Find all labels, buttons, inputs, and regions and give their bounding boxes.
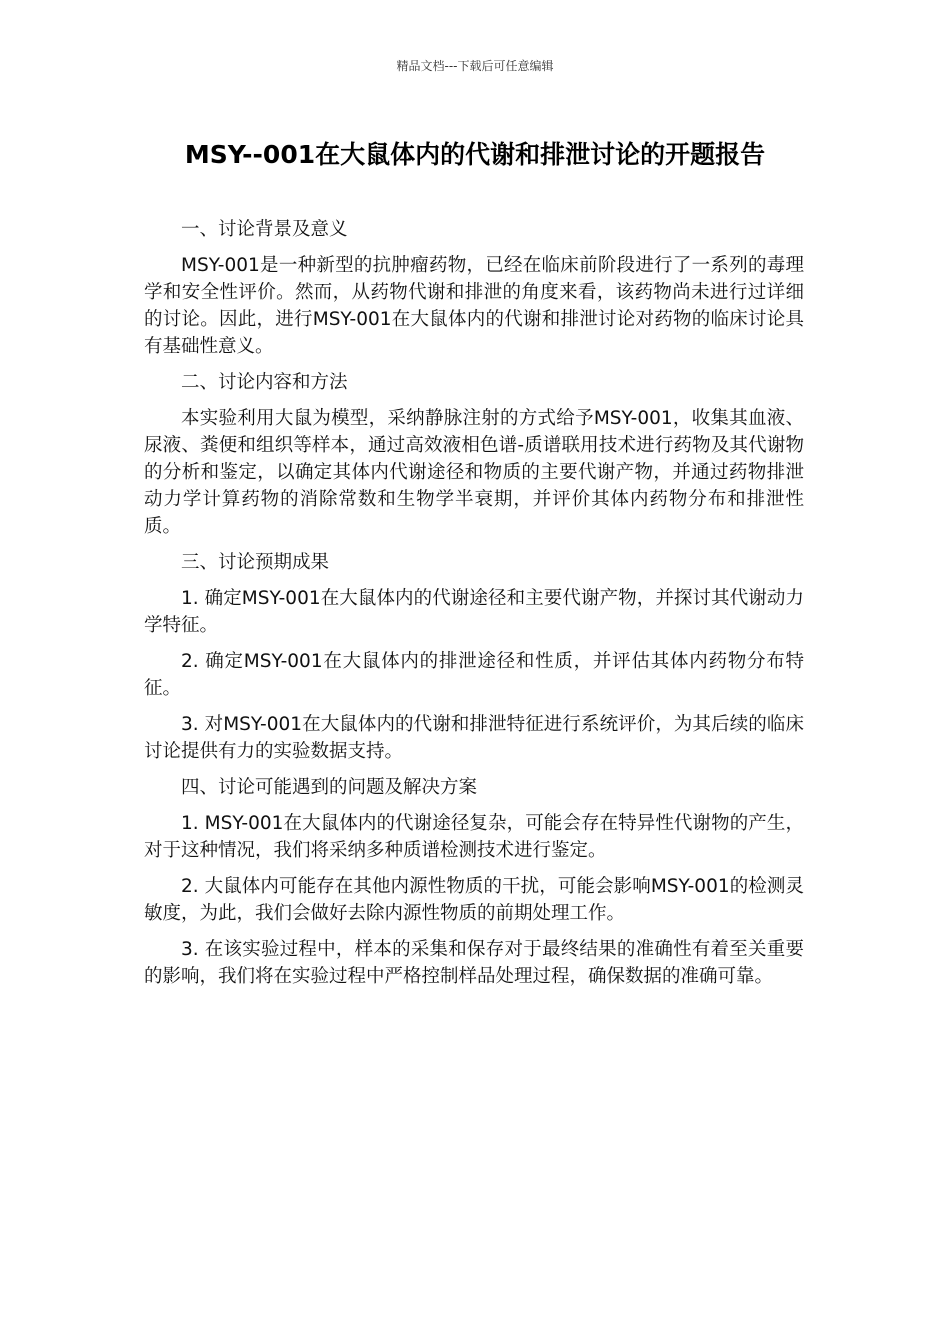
- page-header: 精品文档---下载后可任意编辑: [396, 59, 554, 73]
- expected-result-item-2: 2. 确定MSY-001在大鼠体内的排泄途径和性质，并评估其体内药物分布特征。: [144, 651, 804, 699]
- problem-solution-item-1: 1. MSY-001在大鼠体内的代谢途径复杂，可能会存在特异性代谢物的产生，对于这种情况，我们将采纳多种质谱检测技术进行鉴定。: [144, 813, 804, 861]
- problem-solution-item-2: 2. 大鼠体内可能存在其他内源性物质的干扰，可能会影响MSY-001的检测灵敏度，为此，我们会做好去除内源性物质的前期处理工作。: [144, 876, 804, 924]
- document-title: MSY--001在大鼠体内的代谢和排泄讨论的开题报告: [184, 140, 766, 169]
- section-heading-expected-results: 三、讨论预期成果: [181, 552, 330, 573]
- document-body: [144, 216, 804, 999]
- problem-solution-item-3: 3. 在该实验过程中，样本的采集和保存对于最终结果的准确性有着至关重要的影响，我们将在实验过程中严格控制样品处理过程，确保数据的准确可靠。: [144, 939, 804, 987]
- section-heading-methods: 二、讨论内容和方法: [181, 372, 348, 393]
- paragraph-methods: 本实验利用大鼠为模型，采纳静脉注射的方式给予MSY-001，收集其血液、尿液、粪便和组织等样本，通过高效液相色谱-质谱联用技术进行药物及其代谢物的分析和鉴定，以确定其体内代谢途径和物质的主要代谢产物，并通过药物排泄动力学计算药物的消除常数和生物学半衰期，并评价其体内药物分布和排泄性质。: [144, 408, 804, 537]
- expected-result-item-1: 1. 确定MSY-001在大鼠体内的代谢途径和主要代谢产物，并探讨其代谢动力学特征。: [144, 588, 804, 636]
- expected-result-item-3: 3. 对MSY-001在大鼠体内的代谢和排泄特征进行系统评价，为其后续的临床讨论提供有力的实验数据支持。: [144, 714, 804, 762]
- paragraph-background: MSY-001是一种新型的抗肿瘤药物，已经在临床前阶段进行了一系列的毒理学和安全性评价。然而，从药物代谢和排泄的角度来看，该药物尚未进行过详细的讨论。因此，进行MSY-001在大鼠体内的代谢和排泄讨论对药物的临床讨论具有基础性意义。: [144, 255, 804, 357]
- section-heading-background: 一、讨论背景及意义: [181, 219, 348, 240]
- section-heading-problems-solutions: 四、讨论可能遇到的问题及解决方案: [181, 777, 478, 798]
